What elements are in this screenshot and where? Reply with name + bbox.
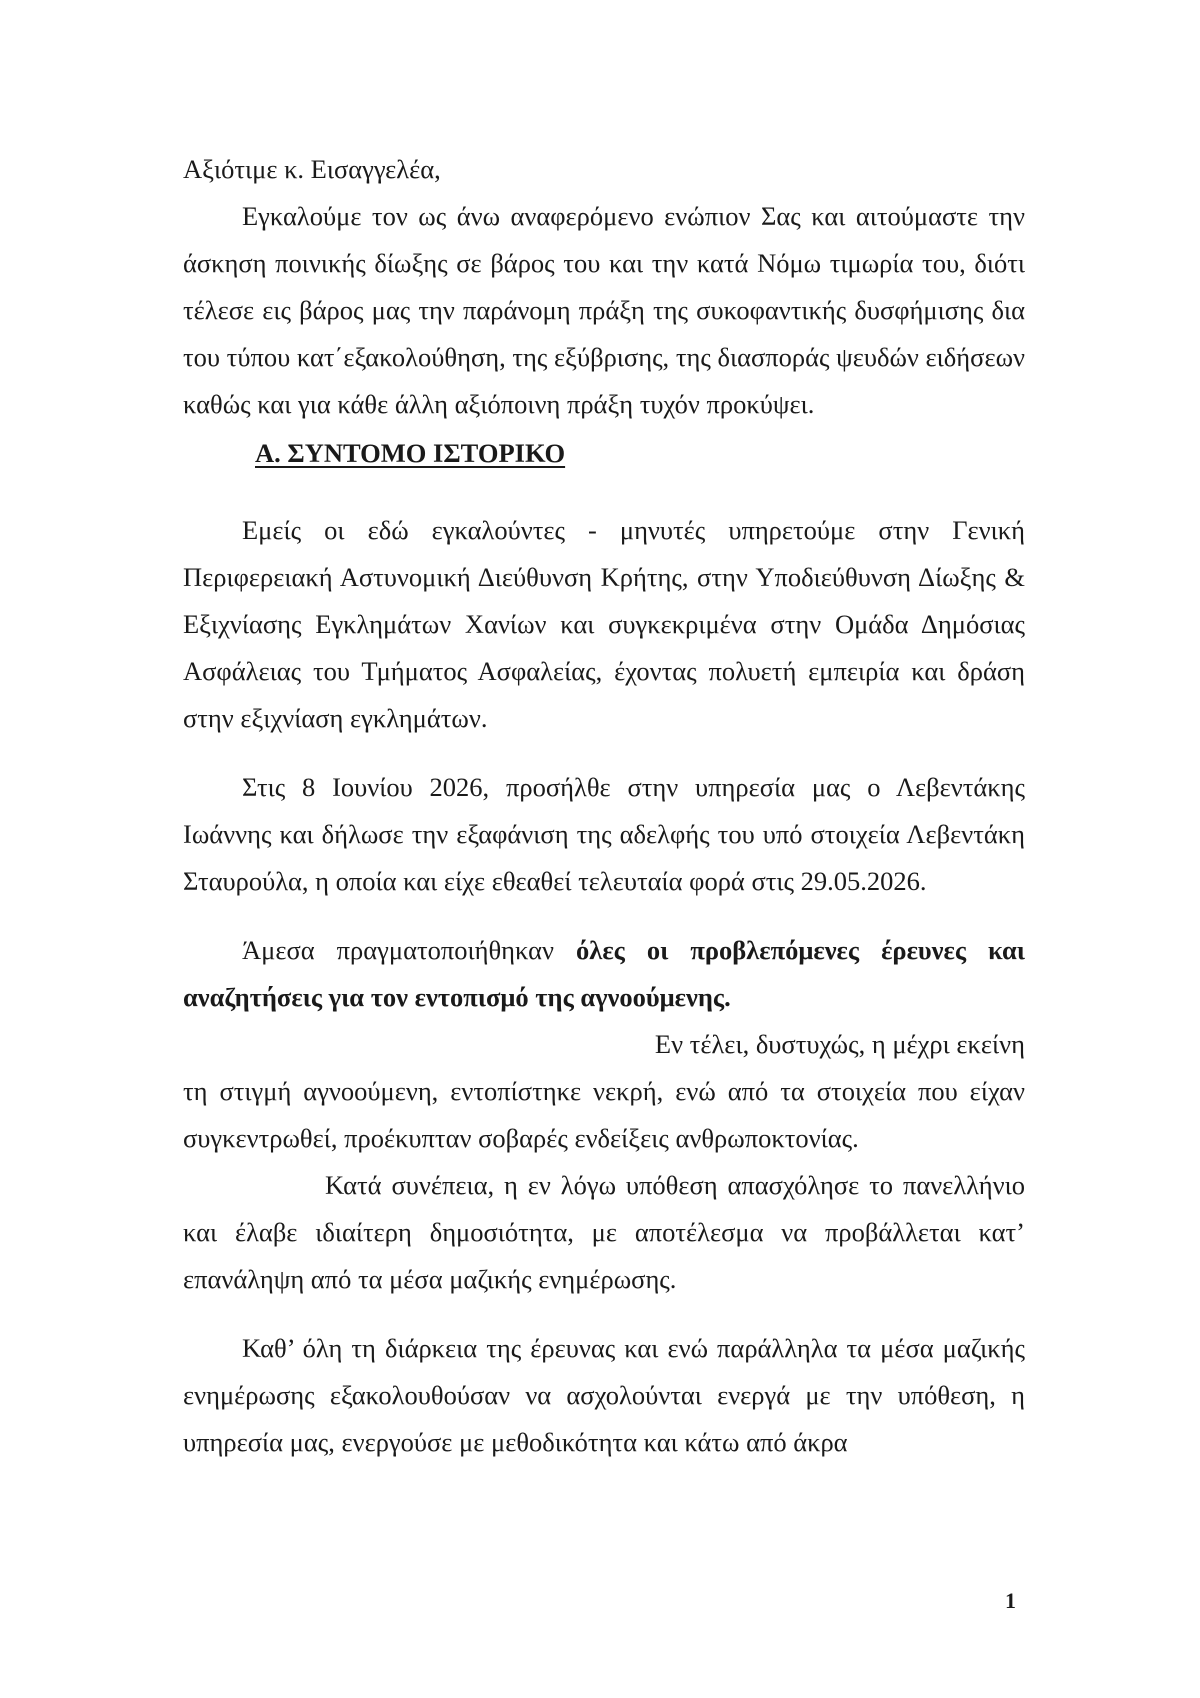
salutation: Αξιότιμε κ. Εισαγγελέα, — [183, 154, 441, 184]
paragraph-investigation: Καθ’ όλη τη διάρκεια της έρευνας και ενώ παράλληλα τα μέσα μαζικής ενημέρωσης εξακολουθούσαν να ασχολούνται ενεργά με την υπόθεση, η υπηρεσία μας, ενεργούσε με μεθοδικότητα και κάτω από άκρα — [183, 1333, 1025, 1457]
paragraph-found-first-line: Εν τέλει, δυστυχώς, η μέχρι εκείνη — [654, 1029, 1025, 1059]
page-number: 1 — [1005, 1588, 1016, 1613]
paragraph-searches-prefix: Άμεσα πραγματοποιήθηκαν — [242, 935, 577, 965]
paragraph-publicity: Κατά συνέπεια, η εν λόγω υπόθεση απασχόλησε το πανελλήνιο και έλαβε ιδιαίτερη δημοσιότητα, με αποτέλεσμα να προβάλλεται κατ’ επανάληψη από τα μέσα μαζικής ενημέρωσης. — [183, 1170, 1025, 1294]
section-heading: Α. ΣΥΝΤΟΜΟ ΙΣΤΟΡΙΚΟ — [255, 438, 566, 468]
paragraph-searches — [183, 927, 1025, 1021]
intro-paragraph: Εγκαλούμε τον ως άνω αναφερόμενο ενώπιον Σας και αιτούμαστε την άσκηση ποινικής δίωξης σε βάρος του και την κατά Νόμω τιμωρία του, διότι τέλεσε εις βάρος μας την παράνομη πράξη της συκοφαντικής δυσφήμισης δια του τύπου κατ΄εξακολούθηση, της εξύβρισης, της διασποράς ψευδών ειδήσεων καθώς και για κάθε άλλη αξιόποινη πράξη τυχόν προκύψει. — [183, 201, 1025, 419]
paragraph-service-background: Εμείς οι εδώ εγκαλούντες - μηνυτές υπηρετούμε στην Γενική Περιφερειακή Αστυνομική Διεύθυνση Κρήτης, στην Υποδιεύθυνση Δίωξης & Εξιχνίασης Εγκλημάτων Χανίων και συγκεκριμένα στην Ομάδα Δημόσιας Ασφάλειας του Τμήματος Ασφαλείας, έχοντας πολυετή εμπειρία και δράση στην εξιχνίαση εγκλημάτων. — [183, 515, 1025, 733]
paragraph-searches-bold: όλες οι προβλεπόμενες έρευνες και αναζητήσεις για τον εντοπισμό της αγνοούμενης — [183, 935, 1025, 1012]
paragraph-disappearance-report: Στις 8 Ιουνίου 2026, προσήλθε στην υπηρεσία μας ο Λεβεντάκης Ιωάννης και δήλωσε την εξαφάνιση της αδελφής του υπό στοιχεία Λεβεντάκη Σταυρούλα, η οποία και είχε εθεαθεί τελευταία φορά στις 29.05.2026. — [183, 772, 1025, 896]
paragraph-searches-suffix: . — [724, 982, 731, 1012]
document-body — [183, 146, 1025, 1466]
paragraph-found-rest: τη στιγμή αγνοούμενη, εντοπίστηκε νεκρή, ενώ από τα στοιχεία που είχαν συγκεντρωθεί, προέκυπταν σοβαρές ενδείξεις ανθρωποκτονίας. — [183, 1076, 1025, 1153]
